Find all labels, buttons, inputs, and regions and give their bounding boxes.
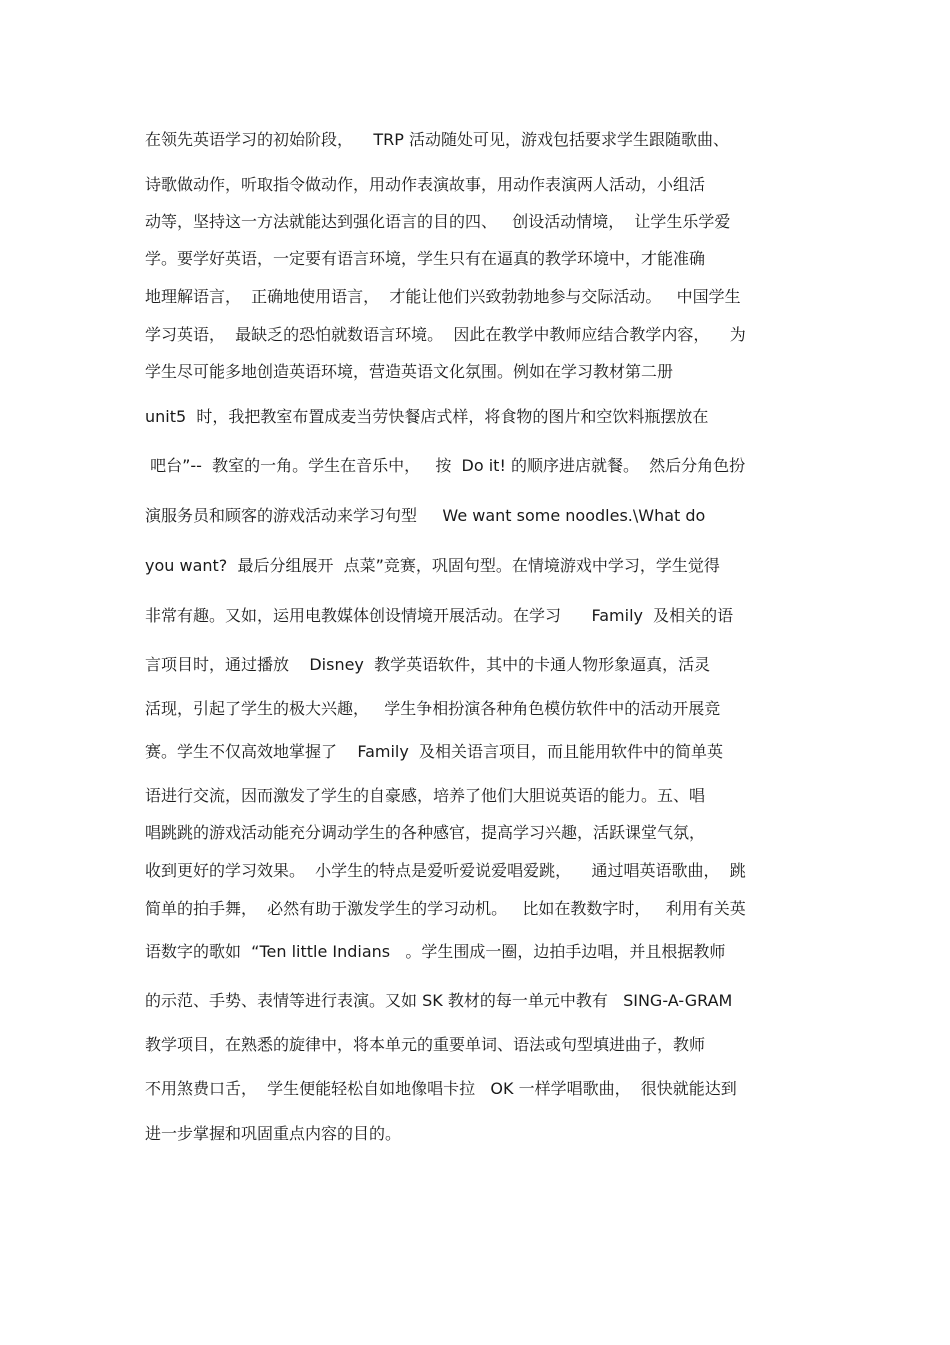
text-line: 演服务员和顾客的游戏活动来学习句型 We want some noodles.\What do	[145, 506, 706, 525]
text-line: 语进行交流，因而激发了学生的自豪感，培养了他们大胆说英语的能力。五、唱	[145, 786, 706, 805]
text-line: 在领先英语学习的初始阶段， TRP 活动随处可见，游戏包括要求学生跟随歌曲、	[145, 130, 729, 149]
text-line: 吧台”-- 教室的一角。学生在音乐中， 按 Do it! 的顺序进店就餐。 然后分角色扮	[145, 456, 746, 475]
text-line: 言项目时，通过播放 Disney 教学英语软件，其中的卡通人物形象逼真，活灵	[145, 655, 711, 674]
text-line: 收到更好的学习效果。 小学生的特点是爱听爱说爱唱爱跳， 通过唱英语歌曲， 跳	[145, 861, 746, 880]
text-line: 语数字的歌如 “Ten little Indians 。学生围成一圈，边拍手边唱，并且根据教师	[145, 942, 726, 961]
text-line: you want? 最后分组展开 点菜”竞赛，巩固句型。在情境游戏中学习，学生觉得	[145, 556, 720, 575]
text-line: 学习英语， 最缺乏的恐怕就数语言环境。 因此在教学中教师应结合教学内容， 为	[145, 325, 746, 344]
text-line: 学生尽可能多地创造英语环境，营造英语文化氛围。例如在学习教材第二册	[145, 362, 674, 381]
text-line: 地理解语言， 正确地使用语言， 才能让他们兴致勃勃地参与交际活动。 中国学生	[145, 287, 741, 306]
text-line: 非常有趣。又如，运用电教媒体创设情境开展活动。在学习 Family 及相关的语	[145, 606, 734, 625]
text-line: 唱跳跳的游戏活动能充分调动学生的各种感官，提高学习兴趣，活跃课堂气氛，	[145, 823, 706, 842]
text-line: 简单的拍手舞， 必然有助于激发学生的学习动机。 比如在教数字时， 利用有关英	[145, 899, 746, 918]
text-line: 赛。学生不仅高效地掌握了 Family 及相关语言项目，而且能用软件中的简单英	[145, 742, 724, 761]
text-line: unit5 时，我把教室布置成麦当劳快餐店式样，将食物的图片和空饮料瓶摆放在	[145, 407, 709, 426]
text-line: 进一步掌握和巩固重点内容的目的。	[145, 1124, 402, 1143]
text-line: 活现，引起了学生的极大兴趣， 学生争相扮演各种角色模仿软件中的活动开展竞	[145, 699, 721, 718]
text-line: 诗歌做动作，听取指令做动作，用动作表演故事，用动作表演两人活动，小组活	[145, 175, 706, 194]
text-line: 学。要学好英语，一定要有语言环境，学生只有在逼真的教学环境中，才能准确	[145, 249, 706, 268]
text-line: 教学项目，在熟悉的旋律中，将本单元的重要单词、语法或句型填进曲子，教师	[145, 1035, 706, 1054]
text-line: 动等，坚持这一方法就能达到强化语言的目的四、 创设活动情境， 让学生乐学爱	[145, 212, 731, 231]
text-line: 的示范、手势、表情等进行表演。又如 SK 教材的每一单元中教有 SING-A-GRAM	[145, 991, 733, 1010]
text-line: 不用煞费口舌， 学生便能轻松自如地像唱卡拉 OK 一样学唱歌曲， 很快就能达到	[145, 1079, 737, 1098]
